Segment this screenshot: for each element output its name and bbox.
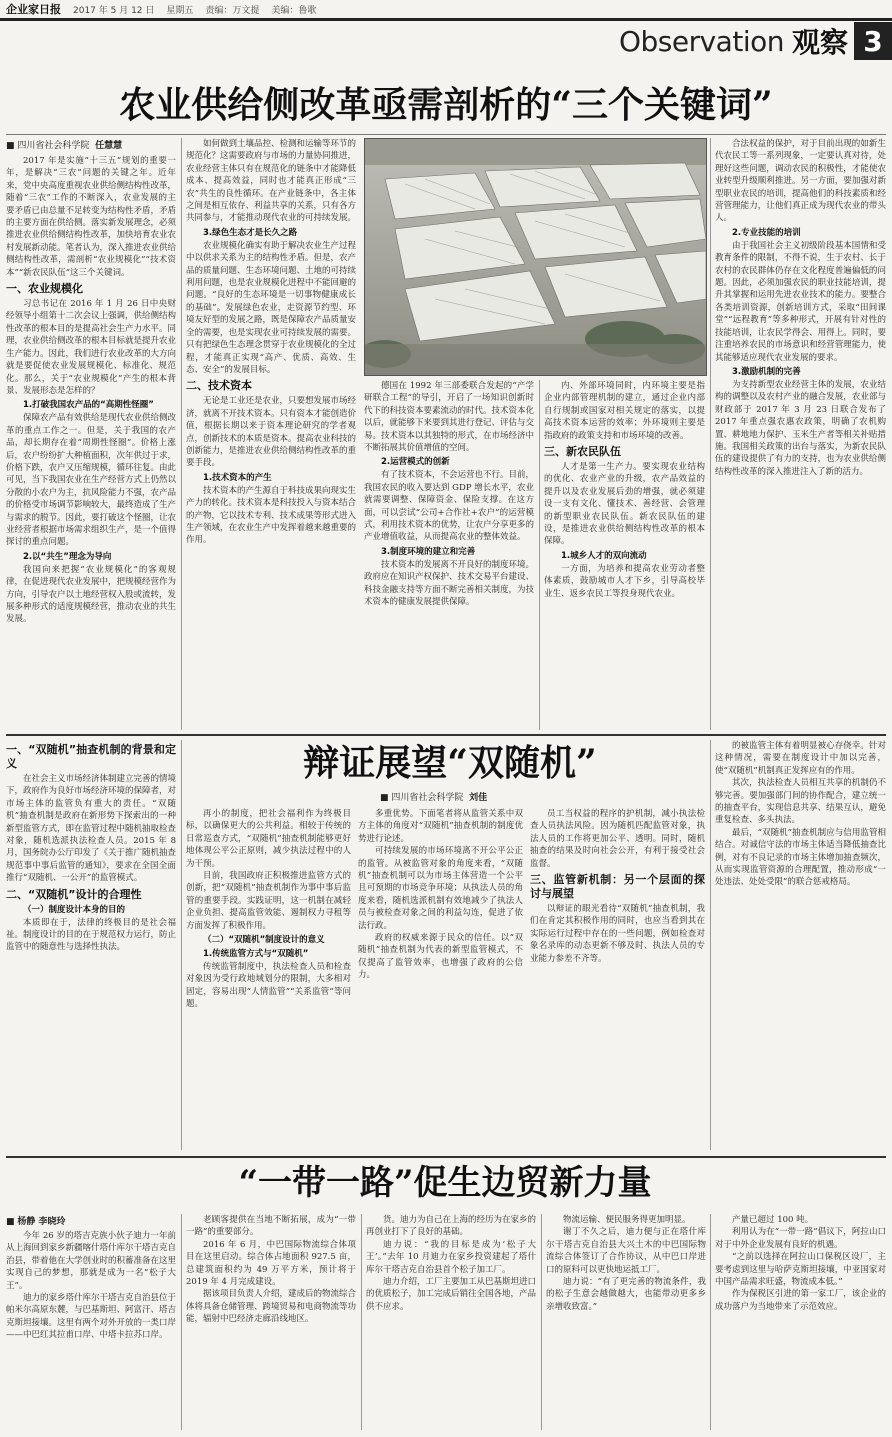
article2-column-1: [6, 740, 176, 1150]
paragraph: 今年 26 岁的塔吉克族小伙子迪力一年前从上海回到家乡新疆喀什塔什库尔干塔吉克自治县，带着他在大学创业时的积蓄准备在这里实现自己的梦想，那就是成为一名“松子大王”。: [6, 1231, 176, 1291]
newspaper-name: 企业家日报: [6, 3, 61, 16]
article2-byline: ■ 四川省社会科学院 刘佳: [380, 793, 488, 803]
greenhouse-aerial-image: [365, 139, 706, 375]
article1-bottom-rule: [6, 734, 886, 736]
paragraph: 谢丁不久之后，迪力便与正在塔什库尔干塔吉克自治县大兴土木的中巴国际物流综合体签订了合作协议，从中巴口岸进口的原料可以更快地运抵工厂。: [546, 1227, 706, 1275]
section-name-en: Observation: [618, 24, 784, 58]
subheading: 3.制度环境的建立和完善: [381, 546, 476, 557]
paragraph: 其次，执法检查人员相互共享的机制仍不够完善。要加强部门间的协作配合，建立统一的抽查平台，实现信息共享、结果互认，避免重复检查、多头执法。: [715, 778, 886, 826]
paragraph: 员工当权益的程序的护机制，减小执法检查人员执法风险。因为随机匹配监管对象，执法人员的工作将更加公平、透明。同时，随机抽查的结果及时向社会公开，有利于接受社会监督。: [530, 809, 705, 869]
paragraph: 农业规模化确实有助于解决农业生产过程中以供求关系为主的结构性矛盾。但是，农产品的质量问题、生态环境问题、土地的可持续利用问题，也是农业规模化进程中不能回避的问题。“良好的生态环境是一切事物健康成长的基础”。发展绿色农业，走资源节约型、环境友好型的发展之路，既是保障农产品质量安全的需要，也是实现农业可持续发展的需要。只有把绿色生态理念贯穿于农业规模化的全过程，才能真正实现“高产、优质、高效、生态、安全”的发展目标。: [186, 240, 356, 375]
paragraph: 在社会主义市场经济体制建立完善的情境下，政府作为良好市场经济环境的保障者，对市场主体的监管负有重大的责任。“双随机”抽查机制是政府在新形势下探索出的一种新型监管方式，即在监管过程中随机抽取检查对象，随机选派执法检查人员。2015 年 8 月，国务院办公厅印发了《关于推广随机抽查规范事中事后监管的通知》，要求在全国全面推行“双随机、一公开”的监管模式。: [6, 774, 176, 884]
article3-column-1: [6, 1230, 176, 1430]
paragraph: 由于我国社会主义初级阶段基本国情和受教育条件的限制，不得不说，生于农村、长于农村的农民群体仍存在文化程度普遍偏低的问题。因此，必须加强农民的职业技能培训，提升其掌握和运用先进农业技术的能力。要整合各类培训资源，创新培训方式，采取“田间课堂”“远程教育”等多种形式，开展有针对性的技能培训，让农民学得会、用得上。同时，要注重培养农民的市场意识和经营管理能力，使其能够适应现代农业发展的要求。: [715, 240, 886, 363]
weekday: 星期五: [166, 5, 194, 16]
subheading: 二、技术资本: [186, 379, 252, 393]
article1-byline: ■ 四川省社会科学院 任慧慧: [6, 141, 123, 151]
subheading: 3.激励机制的完善: [732, 366, 801, 377]
paragraph: 再小的制度，把社会福利作为终极目标，以确保更大的公共利益。相较于传统的日常巡查方式，“双随机”抽查机制能够更好地体现公平公正原则，减少执法过程中的人为干预。: [186, 809, 351, 869]
subheading: 2.运营模式的创新: [381, 457, 450, 468]
paragraph: 保障农产品有效供给是现代农业供给侧改革的重点工作之一。但是，关于我国的农产品，却长期存在着“周期性怪圈”。价格上涨后，农户纷纷扩大种植面积，次年供过于求，价格下跌，农户又压缩规模，循环往复。由此可见，当下我国农业在生产经营方式上仍然以分散的小农户为主，抗风险能力不强，农产品的价格受市场调节影响较大，最终造成了生产与需求的脱节。因此，要打破这个怪圈，让农业经营者根据市场需求组织生产，是一个值得探讨的重点问题。: [6, 413, 176, 548]
column-divider: [710, 1214, 711, 1430]
article1-column-4: [544, 380, 705, 730]
subheading: 一、农业规模化: [6, 282, 83, 296]
subheading: 1.打破我国农产品的“高期性怪圈”: [23, 400, 154, 411]
designer-credit: 美编：鲁歌: [271, 5, 317, 16]
paragraph: 的被监管主体有着明显被心存侥幸。针对这种情况，需要在制度设计中加以完善，使“双随机”机制真正发挥应有的作用。: [715, 741, 886, 776]
article2-column-4: [530, 808, 705, 1150]
subheading: （二）“双随机”制度设计的意义: [203, 935, 325, 946]
paragraph: 多重优势。下面笔者将从监管关系中双方主体的角度对“双随机”抽查机制的制度优势进行论述。: [358, 809, 523, 844]
paragraph: 迪力说：“有了更完善的物流条件，我的松子生意会越做越大，也能带动更多乡亲增收致富。”: [546, 1277, 706, 1312]
article2-column-2: [186, 808, 351, 1150]
article3-byline-author: 杨静 李晓玲: [17, 1217, 66, 1227]
article2-bottom-rule: [6, 1156, 886, 1158]
subheading: 三、新农民队伍: [544, 445, 621, 459]
paragraph: 物流运输、便民服务得更加明显。: [563, 1215, 691, 1225]
article1-photo-greenhouses: [364, 138, 707, 376]
paragraph: 习总书记在 2016 年 1 月 26 日中央财经领导小组第十二次会议上强调，供给侧结构性改革的根本目的是提高社会生产力水平。同理，农业供给侧改革的根本目标就是提升农业生产能力。因此，我们进行农业改革的大方向就是要促使农业发展规模化、标准化、规范化。那么，关于“农业规模化”产生的根本背景、发展形态是怎样的？: [6, 299, 176, 396]
paragraph: 目前，我国政府正积极推进监管方式的创新，把“双随机”抽查机制作为事中事后监管的重要手段。实践证明，这一机制在减轻企业负担、提高监管效能、遏制权力寻租等方面发挥了积极作用。: [186, 871, 351, 931]
article2-byline-author: 刘佳: [469, 793, 488, 803]
paragraph: 老顾客提供在当地不断拓展，成为“一带一路”的重要部分。: [186, 1215, 356, 1238]
article3-column-3: [366, 1214, 536, 1430]
paragraph: 作为保税区引进的第一家工厂，该企业的成功落户为当地带来了示范效应。: [715, 1289, 886, 1312]
article2-headline: 辩证展望“双随机”: [303, 742, 597, 784]
column-divider: [181, 138, 182, 730]
paragraph: “之前以选择在阿拉山口保税区设厂，主要考虑到这里与哈萨克斯坦接壤，中亚国家对中国产品需求旺盛，物流成本低。”: [715, 1252, 886, 1288]
paragraph: 有了技术资本，不会运营也不行。目前，我国农民的收入要达到 GDP 增长水平，农业就需要调整、保障资金、保险支撑。在这方面，可以尝试“公司+合作社+农户”的运营模式，利用技术资本的优势，让农户分享更多的产业增值收益，从而提高农业的整体效益。: [364, 470, 534, 543]
issue-date: 2017 年 5 月 12 日: [73, 5, 155, 16]
article3-byline: ■ 杨静 李晓玲: [6, 1217, 66, 1227]
column-divider: [181, 1214, 182, 1430]
subheading: 1.传统监管方式与“双随机”: [203, 949, 309, 960]
paragraph: 无论是工业还是农业，只要想发展市场经济，就离不开技术资本。只有资本才能创造价值，根据长期以来于资本理论研究的学者观点，创新技术的本质是资本。提高农业科技的创新能力，是推进农业供给侧结构性改革的重要手段。: [186, 396, 356, 469]
paragraph: 内、外部环境同时，内环境主要是指企业内部管理机制的建立，通过企业内部自行规制或国家对相关规定的落实，以提高技术资本运营的效率；外环境则主要是指政府的政策支持和市场环境的改善。: [544, 381, 705, 441]
paragraph: 政府的权威来源于民众的信任。以“双随机”抽查机制为代表的新型监管模式，不仅提高了监管效率，也增强了政府的公信力。: [358, 933, 523, 981]
article1-column-5: [715, 138, 886, 730]
paragraph: 传统监管制度中，执法检查人员和检查对象因为受行政地域划分的限制，大多相对固定，容易出现“人情监管”“关系监管”等问题。: [186, 962, 351, 1010]
subheading: 一、“双随机”抽查机制的背景和定义: [6, 743, 176, 770]
paragraph: 德国在 1992 年三部委联合发起的“产学研联合工程”的导引，开启了一场知识创新时代下的科技资本要素流动的时代。技术资本化以后，就能够下来要到其进行登记、评估与交易。技术资本以其独特的形式，在市场经济中不断拓展其价值增值的空间。: [364, 381, 534, 454]
column-divider: [541, 1214, 542, 1430]
article2-column-5: [715, 740, 886, 1150]
section-header: [618, 22, 892, 60]
article3-column-2: [186, 1214, 356, 1430]
article1-byline-author: 任慧慧: [95, 141, 123, 151]
paragraph: 本质即在于，法律的终极目的是社会福祉。制度设计的目的在于规范权力运行，防止监管中的随意性与选择性执法。: [6, 917, 176, 953]
article2-column-3: [358, 808, 523, 1150]
page-number: 3: [854, 22, 892, 60]
paragraph: 一方面，为培养和提高农业劳动者整体素质，鼓励城市人才下乡，引导高校毕业生、返乡农民工等投身现代农业。: [544, 563, 705, 599]
article3-headline: “一带一路”促生边贸新力量: [238, 1163, 652, 1203]
paragraph: 货。迪力为自己在上海的经历为在家乡的再创业打下了良好的基础。: [366, 1215, 536, 1238]
article1-column-1: [6, 155, 176, 730]
column-divider: [361, 1214, 362, 1430]
paragraph: 迪力介绍，工厂主要加工从巴基斯坦进口的优质松子，加工完成后销往全国各地，产品供不应求。: [366, 1277, 536, 1312]
subheading: 1.技术资本的产生: [203, 472, 272, 483]
paragraph: 2017 年是实施“十三五”规划的重要一年，是解决“三农”问题的关键之年。近年来，党中央高度重视农业供给侧结构性改革，随着“三农”工作的不断深入，农业发展的主要矛盾已由总量不足转变为结构性矛盾，矛盾的主要方面在供给侧。落实新发展理念，必须推进农业供给侧结构性改革，加快培育农业农村发展新动能。笔者认为，深入推进农业供给侧结构性改革，需剖析“农业规模化”“技术资本”“新农民队伍”这三个关键词。: [6, 156, 176, 278]
article1-headline: 农业供给侧改革亟需剖析的“三个关键词”: [119, 84, 773, 126]
paragraph: 迪力的家乡塔什库尔干塔吉克自治县位于帕米尔高原东麓，与巴基斯坦、阿富汗、塔吉克斯坦接壤。这里有两个对外开放的一类口岸——中巴红其拉甫口岸、中塔卡拉苏口岸。: [6, 1293, 176, 1341]
editor-credit: 责编：万文提: [205, 5, 260, 16]
article1-top-rule: [6, 134, 886, 135]
paragraph: 人才是第一生产力。要实现农业结构的优化、农业产业的升级，农产品效益的提升以及农业发展后劲的增强，就必须建设一支有文化、懂技术、善经营、会管理的新型职业农民队伍。新农民队伍的建设，是推进农业供给侧结构性改革的根本保障。: [544, 462, 705, 547]
article1-column-2: [186, 138, 356, 730]
paragraph: 我国向来把握“农业规模化”的客观规律，在促进现代农业发展中，把规模经营作为方向，引导农户以土地经营权入股或流转，发展多种形式的适度规模经营，推动农业的共生发展。: [6, 564, 176, 625]
paragraph: 2016 年 6 月，中巴国际物流综合体项目在这里启动。综合体占地面积 927.5 亩，总建筑面积约为 49 万平方米，预计将于 2019 年 4 月完成建设。: [186, 1239, 356, 1288]
paragraph: 迪力说：“我的目标是成为‘松子大王’。”去年 10 月迪力在家乡投资建起了塔什库尔干塔吉克自治县首个松子加工厂。: [366, 1239, 536, 1275]
subheading: 2.专业技能的培训: [732, 227, 801, 238]
article2-byline-org: 四川省社会科学院: [391, 793, 464, 803]
subheading: 1.城乡人才的双向流动: [561, 550, 647, 561]
paragraph: 以辩证的眼光看待“双随机”抽查机制，我们在肯定其积极作用的同时，也应当看到其在实际运行过程中存在的一些问题，例如检查对象名录库的动态更新不够及时、执法人员的专业能力参差不齐等。: [530, 904, 705, 964]
article1-column-3: [364, 380, 534, 730]
paragraph: 最后，“双随机”抽查机制应与信用监管相结合。对诚信守法的市场主体适当降低抽查比例，对有不良记录的市场主体增加抽查频次，从而实现监管资源的合理配置，推动形成“一处违法、处处受限”的联合惩戒格局。: [715, 827, 886, 888]
paragraph: 如何做到土壤品控、检测和运输等环节的规范化？这需要政府与市场的力量协同推进，农业经营主体只有在规范化的链条中才能降低成本、提高效益，同时也才能真正形成“三农”共生的良性循环。在产业链条中，各主体之间是相互依存、利益共享的关系，只有各方共同参与，才能推动现代农业的可持续发展。: [186, 139, 356, 224]
paragraph: 据该项目负责人介绍，建成后的物流综合体将具备仓储管理、跨境贸易和电商物流等功能，辐射中巴经济走廊沿线地区。: [186, 1289, 356, 1325]
paragraph: 利用认为在“一带一路”倡议下，阿拉山口对于中外企业发展有良好的机遇。: [715, 1227, 886, 1250]
article3-column-5: [715, 1214, 886, 1430]
column-divider: [710, 740, 711, 1150]
subheading: 二、“双随机”设计的合理性: [6, 887, 142, 901]
paragraph: 合法权益的保护，对于目前出现的如新生代农民工等一系列现象，一定要认真对待，处理好这些问题，调动农民的积极性，才能使农业转型升级顺利推进。另一方面，要加强对新型职业农民的培训，提高他们的科技素质和经营管理能力，让他们真正成为现代农业的带头人。: [715, 139, 886, 224]
paragraph: 技术资本的发展离不开良好的制度环境。政府应在知识产权保护、技术交易平台建设、科技金融支持等方面不断完善相关制度，为技术资本的健康发展提供保障。: [364, 559, 534, 608]
column-divider: [710, 138, 711, 730]
paragraph: 可持续发展的市场环境离不开公平公正的监管。从被监管对象的角度来看，“双随机”抽查机制可以为市场主体营造一个公平且可预期的市场竞争环境；从执法人员的角度来看，随机选派机制有效地减少了执法人员与被检查对象之间的利益勾连，促进了依法行政。: [358, 846, 523, 931]
subheading: 三、监管新机制：另一个层面的探讨与展望: [530, 873, 705, 901]
subheading: 2.以“共生”理念为导向: [23, 551, 112, 562]
subheading: （一）制度设计本身的目的: [23, 904, 126, 915]
section-name-cn: 观察: [791, 26, 848, 59]
masthead: [6, 2, 886, 16]
column-divider: [181, 740, 182, 1150]
article1-byline-org: 四川省社会科学院: [17, 141, 90, 151]
subheading: 3.绿色生态才是长久之路: [203, 227, 298, 238]
article3-column-4: [546, 1214, 706, 1430]
paragraph: 为支持新型农业经营主体的发展，农业结构的调整以及农村产业的融合发展，农业部与财政部于 2017 年 3 月 23 日联合发布了 2017 年重点强农惠农政策，明确了农机购置、耕地地力保护、玉米生产者等相关补贴措施。我国相关政策的出台与落实，为新农民队伍的建设提供了有力的支持，也为农业供给侧结构性改革的深入推进注入了新的活力。: [715, 379, 886, 477]
paragraph: 产量已超过 100 吨。: [732, 1215, 814, 1225]
column-divider: [539, 380, 540, 730]
masthead-rule: [0, 18, 892, 21]
paragraph: 技术资本的产生源自于科技成果向现实生产力的转化。技术资本是科技投入与资本结合的产物，它以技术专利、技术成果等形式进入生产领域，在农业生产中发挥着越来越重要的作用。: [186, 485, 356, 546]
